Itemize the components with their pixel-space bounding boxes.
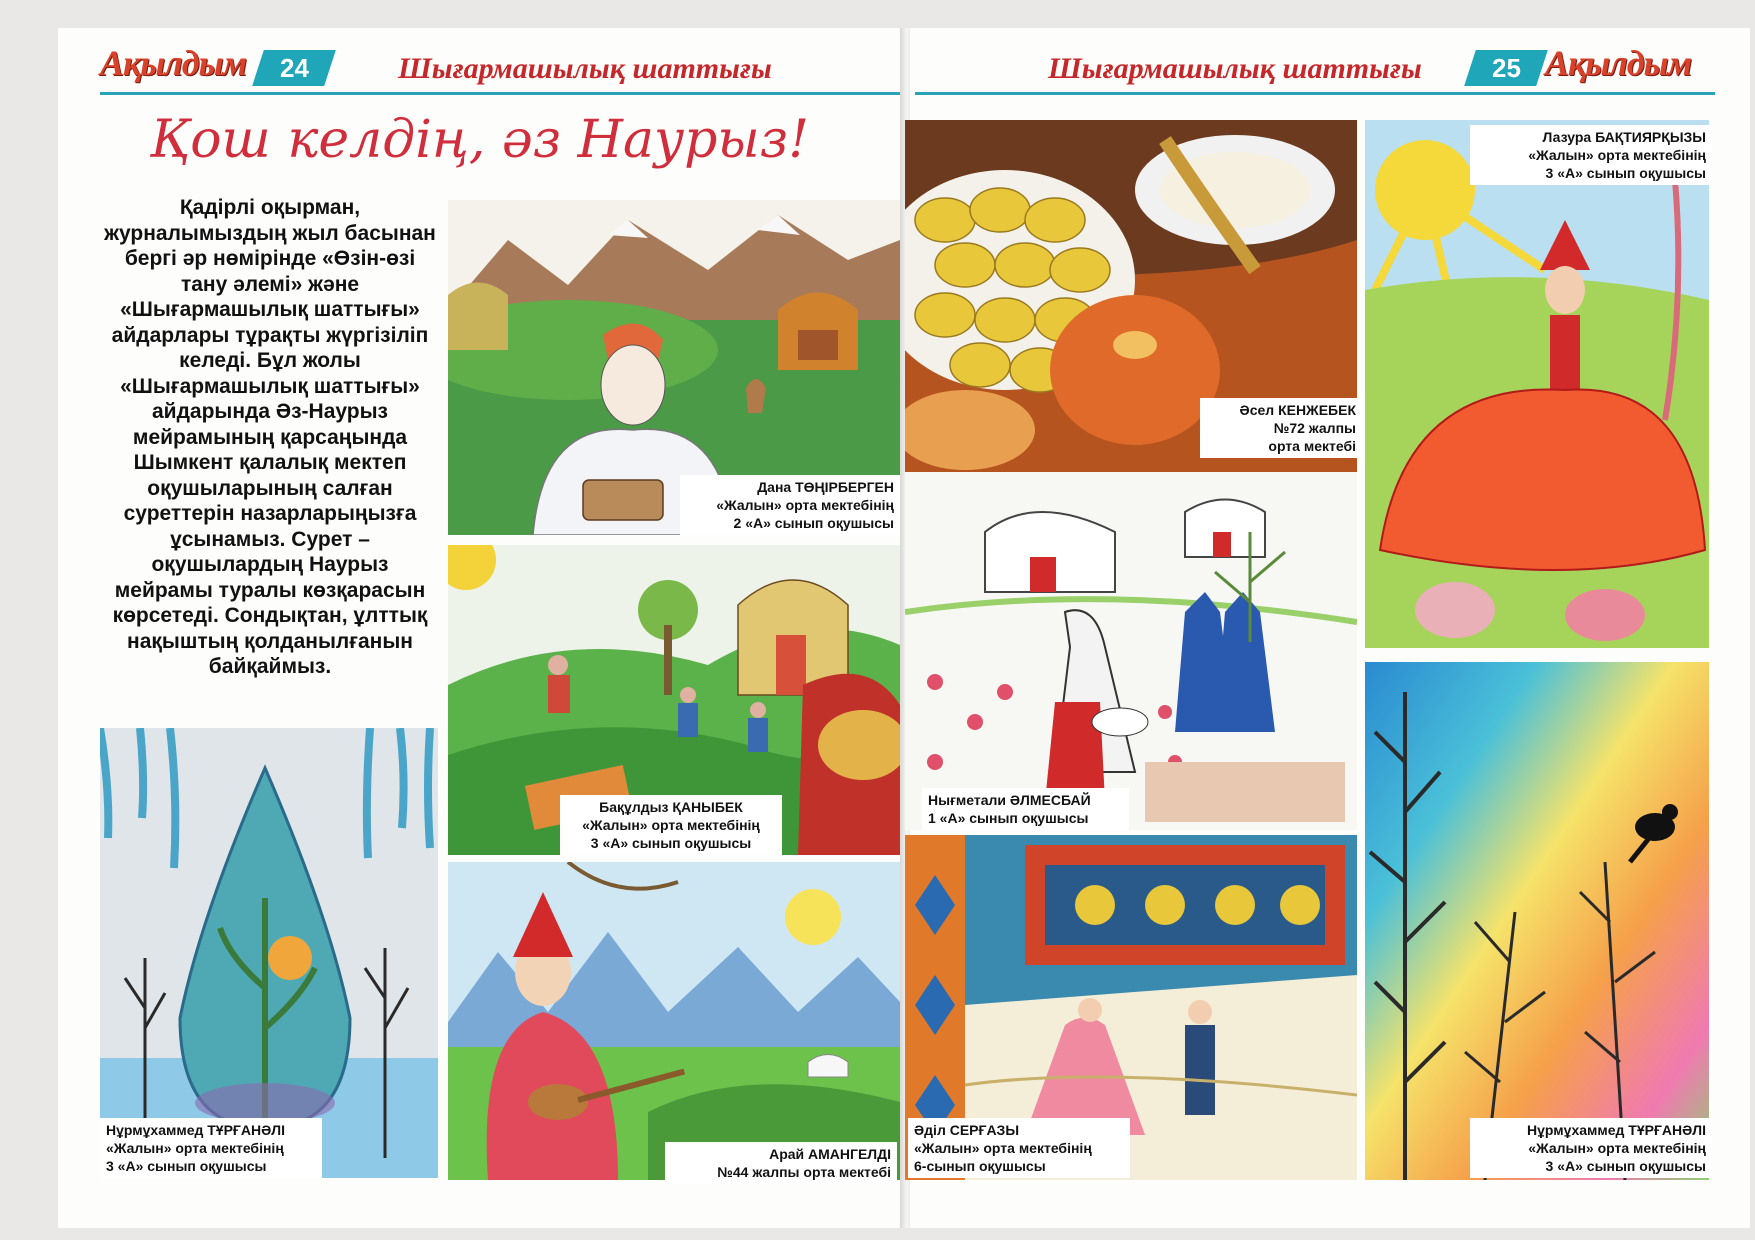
caption-bakkuldyz-line: 3 «А» сынып оқушысы [590, 835, 752, 851]
caption-dana-line: Дана ТӨҢІРБЕРГЕН [757, 479, 894, 495]
caption-asel [1200, 398, 1362, 458]
caption-lazura [1470, 125, 1712, 185]
caption-adil [908, 1118, 1130, 1178]
caption-adil-line: «Жалын» орта мектебінің [914, 1140, 1092, 1156]
caption-lazura-line: Лазура БАҚТИЯРҚЫЗЫ [1542, 129, 1706, 145]
caption-nygmetali [922, 788, 1129, 830]
headline: Қош келдің, әз Наурыз! [150, 110, 810, 170]
caption-lazura-line: «Жалын» орта мектебінің [1528, 147, 1706, 163]
caption-nurmuhammed-left-line: «Жалын» орта мектебінің [106, 1140, 284, 1156]
caption-adil-line: 6-сынып оқушысы [914, 1158, 1046, 1174]
caption-lazura-line: 3 «А» сынып оқушысы [1545, 165, 1706, 181]
caption-nurmuhammed-right-line: Нұрмұхаммед ТҰРҒАНӘЛІ [1527, 1122, 1706, 1138]
left-header-rule [100, 92, 900, 95]
caption-arai [665, 1142, 897, 1184]
intro-text: Қадірлі оқырман, журналымыздың жыл басынан бергі әр нөмірінде «Өзін-өзі тану әлемі» және «Шығармашылық шаттығы» айдарлары тұрақты жүргізіліп келеді. Бұл жолы «Шығармашылық шаттығы» айдарында Әз-Наурыз мейрамының қарсаңында Шымкент қалалық мектеп оқушыларының салған суреттерін назарларыңызға ұсынамыз. Сурет – оқушылардың Наурыз мейрамы туралы көзқарасын көрсетеді. Сондықтан, ұлттық нақыштың қолданылғанын байқаймыз. [104, 196, 436, 678]
caption-nurmuhammed-right-line: 3 «А» сынып оқушысы [1545, 1158, 1706, 1174]
right-logo: Ақылдым [1545, 43, 1692, 83]
caption-dana [680, 475, 900, 535]
caption-arai-line: Арай АМАНГЕЛДІ [769, 1146, 891, 1162]
caption-dana-line: «Жалын» орта мектебінің [716, 497, 894, 513]
caption-nygmetali-line: 1 «А» сынып оқушысы [928, 810, 1089, 826]
left-page-number: 24 [252, 50, 336, 86]
caption-nurmuhammed-right-line: «Жалын» орта мектебінің [1528, 1140, 1706, 1156]
caption-asel-line: орта мектебі [1268, 438, 1356, 454]
caption-nurmuhammed-left [100, 1118, 322, 1178]
drawing-nygmetali-yurts [905, 472, 1357, 830]
caption-nurmuhammed-left-line: 3 «А» сынып оқушысы [106, 1158, 267, 1174]
caption-adil-line: Әділ СЕРҒАЗЫ [914, 1122, 1020, 1138]
right-page-number: 25 [1464, 50, 1548, 86]
caption-nurmuhammed-right [1470, 1118, 1712, 1178]
caption-dana-line: 2 «А» сынып оқушысы [733, 515, 894, 531]
caption-bakkuldyz-line: «Жалын» орта мектебінің [582, 817, 760, 833]
left-section-title: Шығармашылық шаттығы [398, 52, 772, 85]
caption-bakkuldyz-line: Бақұлдыз ҚАНЫБЕК [599, 799, 743, 815]
caption-asel-line: №72 жалпы [1273, 420, 1356, 436]
drawing-lazura-dancer [1365, 120, 1709, 648]
right-header-rule [915, 92, 1715, 95]
caption-nygmetali-line: Нығметали ӘЛМЕСБАЙ [928, 792, 1091, 808]
caption-asel-line: Әсел КЕНЖЕБЕК [1239, 402, 1356, 418]
drawing-arai-girl-dombra [448, 862, 900, 1180]
left-logo: Ақылдым [100, 43, 247, 83]
caption-nurmuhammed-left-line: Нұрмұхаммед ТҰРҒАНӘЛІ [106, 1122, 285, 1138]
drawing-nurmuhammed-water-drop [100, 728, 438, 1178]
drawing-nurmuhammed-bird-branches [1365, 662, 1709, 1180]
right-section-title: Шығармашылық шаттығы [1048, 52, 1422, 85]
caption-arai-line: №44 жалпы орта мектебі [717, 1164, 891, 1180]
caption-bakkuldyz [560, 795, 782, 855]
